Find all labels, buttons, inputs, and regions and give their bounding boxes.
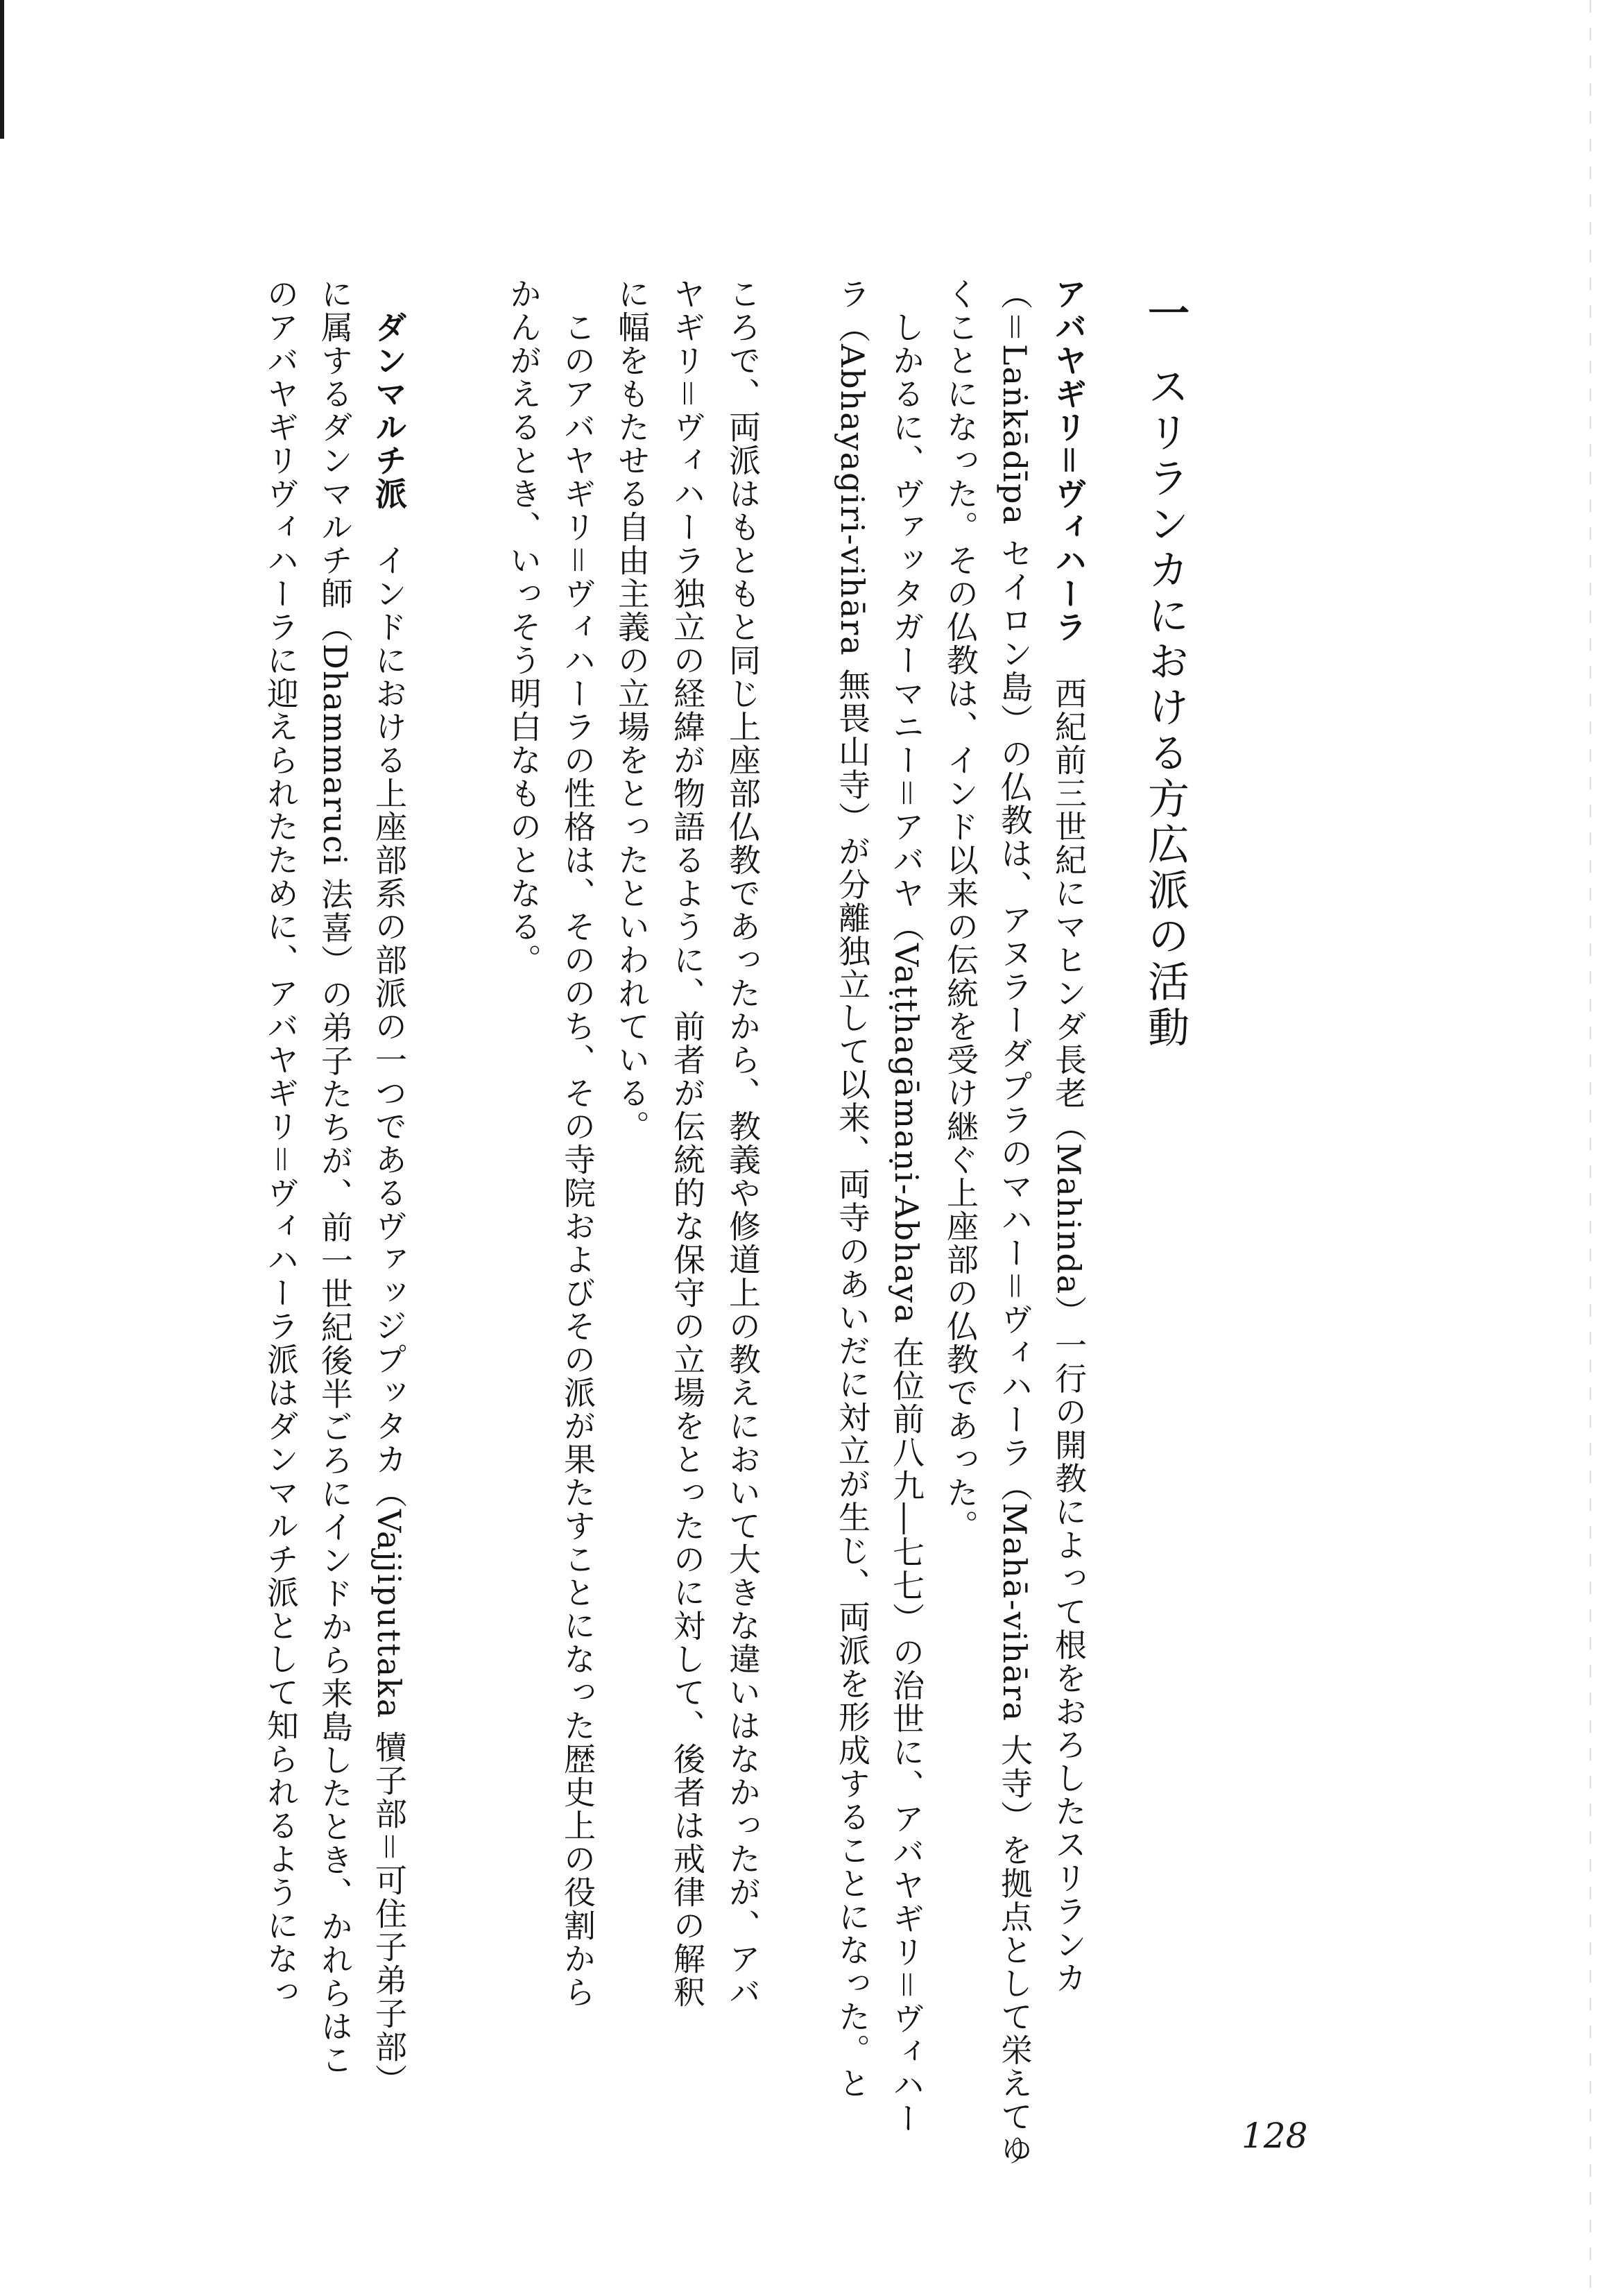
text-line: 西紀前三世紀にマヒンダ長老（Mahinda）一行の開教によって根をおろしたスリランカ bbox=[1050, 677, 1088, 1995]
text-column-p2-2 bbox=[314, 277, 357, 2076]
text-line: ころで、両派はもともと同じ上座部仏教であったから、教義や修道上の教えにおいて大きな違いはなかったが、アバ bbox=[724, 277, 762, 2009]
text-column-p1-2 bbox=[993, 277, 1036, 2166]
text-line: ラ（Abhayagiri-vihāra 無畏山寺）が分離独立して以来、両寺のあいだに対立が生じ、両派を形成することになった。と bbox=[834, 277, 871, 2100]
text-column-p1-10 bbox=[502, 277, 545, 977]
text-line: かんがえるとき、いっそう明白なものとなる。 bbox=[505, 277, 542, 977]
scan-edge-line bbox=[1590, 0, 1591, 2296]
run-in-heading-abhayagiri: アバヤギリ＝ヴィハーラ bbox=[1050, 277, 1088, 644]
page-number: 128 bbox=[1242, 2116, 1308, 2156]
text-column-p2-1 bbox=[368, 311, 411, 2097]
section-number: 一 bbox=[1141, 291, 1190, 337]
binding-shadow bbox=[0, 0, 4, 139]
text-line: くことになった。その仏教は、インド以来の伝統を受け継ぐ上座部の仏教であった。 bbox=[942, 277, 979, 1543]
text-line: このアバヤギリ＝ヴィハーラの性格は、そののち、その寺院およびその派が果たすことになった歴史上の役割から bbox=[559, 311, 596, 2009]
section-title-text: スリランカにおける方広派の活動 bbox=[1141, 365, 1190, 1052]
text-column-p1-6 bbox=[721, 277, 764, 2009]
text-line: インドにおける上座部系の部派の一つであるヴァッジプッタカ（Vajjiputtaka 犢子部＝可住子弟子部） bbox=[370, 544, 408, 2098]
run-in-heading-dhammaruci: ダンマルチ派 bbox=[370, 311, 408, 511]
text-column-p2-3 bbox=[259, 277, 302, 2009]
text-column-p1-9 bbox=[556, 311, 599, 2009]
text-column-p1-1 bbox=[1047, 277, 1090, 1994]
text-line: に幅をもたせる自由主義の立場をとったといわれている。 bbox=[613, 277, 651, 1143]
section-title bbox=[1137, 291, 1193, 1052]
text-line: ヤギリ＝ヴィハーラ独立の経緯が物語るように、前者が伝統的な保守の立場をとったのに対して、後者は戒律の解釈 bbox=[669, 277, 706, 2009]
text-column-p1-5 bbox=[831, 277, 874, 2100]
text-column-p1-7 bbox=[666, 277, 709, 2009]
text-column-p1-4 bbox=[885, 311, 928, 2135]
text-line: しかるに、ヴァッタガーマニー＝アバヤ（Vaṭṭhagāmaṇi-Abhaya 在位前八九―七七）の治世に、アバヤギリ＝ヴィハー bbox=[888, 311, 925, 2135]
text-column-p1-8 bbox=[610, 277, 653, 1143]
text-line: に属するダンマルチ師（Dhammaruci 法喜）の弟子たちが、前一世紀後半ごろにインドから来島したとき、かれらはこ bbox=[316, 277, 354, 2077]
text-line: のアバヤギリヴィハーラに迎えられたために、アバヤギリ＝ヴィハーラ派はダンマルチ派として知られるようになっ bbox=[262, 277, 300, 2009]
text-line: （＝Laṅkādīpa セイロン島）の仏教は、アヌラーダプラのマハー＝ヴィハーラ（Mahā-vihāra 大寺）を拠点として栄えてゆ bbox=[996, 277, 1033, 2167]
text-column-p1-3 bbox=[939, 277, 982, 1543]
